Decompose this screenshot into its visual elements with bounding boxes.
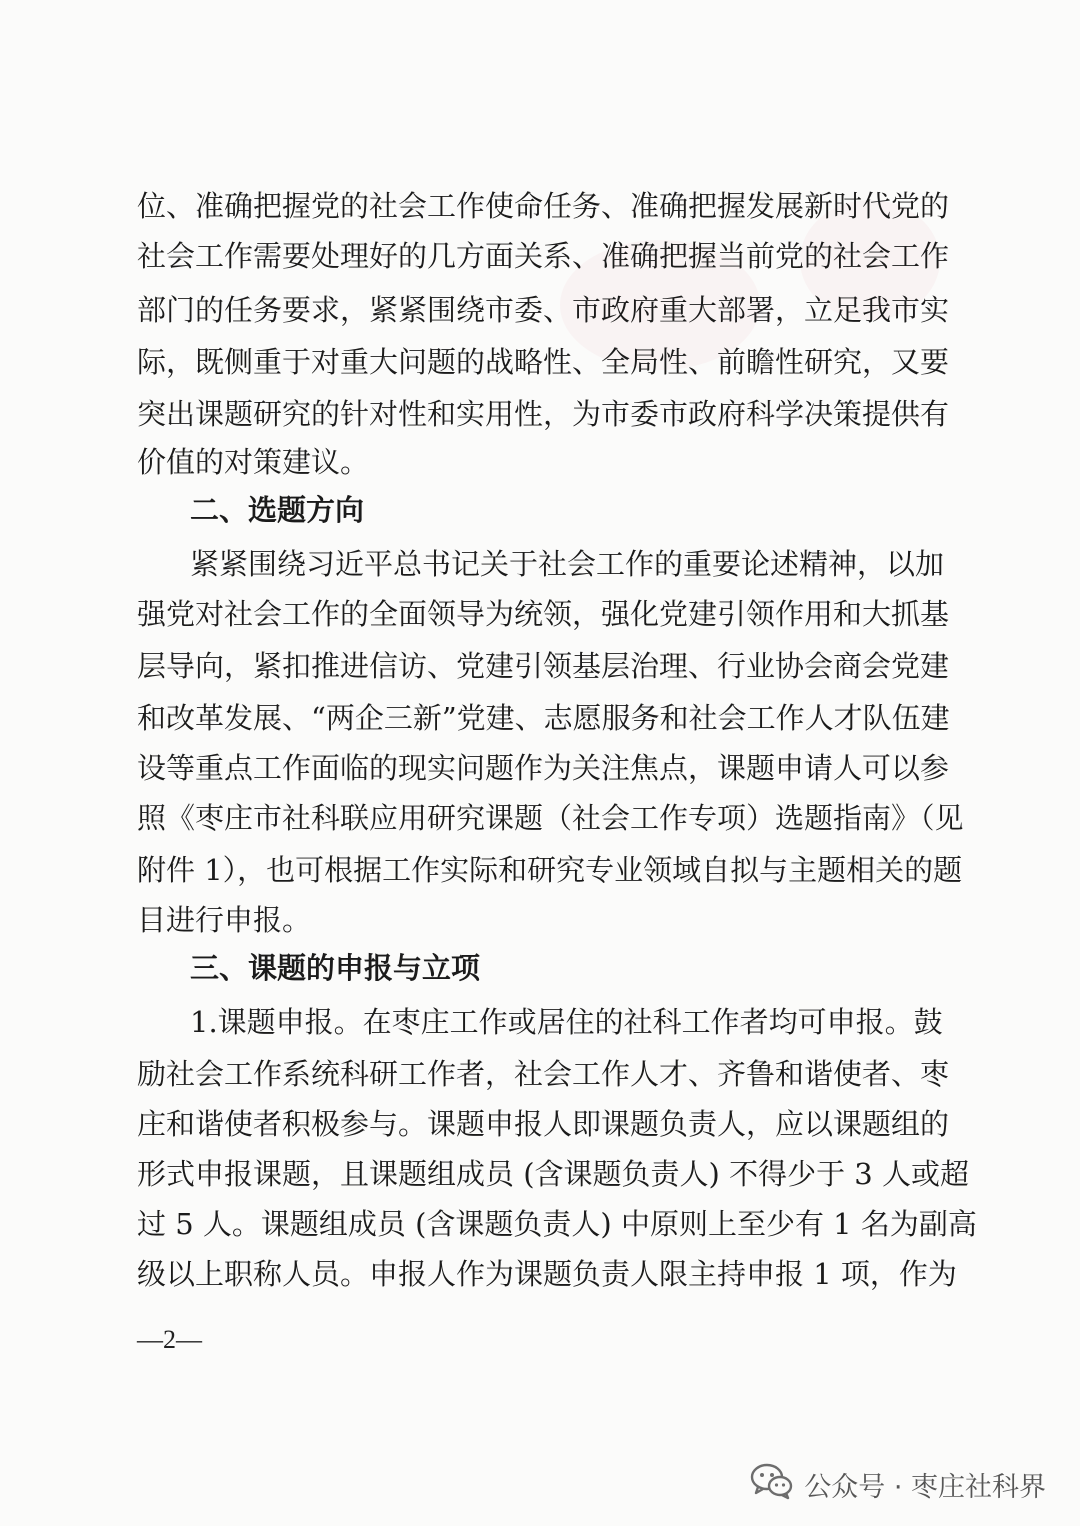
paragraph-line: 层导向，紧扣推进信访、党建引领基层治理、行业协会商会党建: [137, 649, 950, 683]
paragraph-line: 际，既侧重于对重大问题的战略性、全局性、前瞻性研究，又要: [137, 345, 950, 379]
watermark-text: 公众号 · 枣庄社科界: [804, 1472, 1046, 1503]
paragraph-line: 目进行申报。: [137, 903, 312, 937]
paragraph-line: 部门的任务要求，紧紧围绕市委、市政府重大部署，立足我市实: [137, 293, 950, 327]
paragraph-line: 紧紧围绕习近平总书记关于社会工作的重要论述精神，以加: [190, 547, 945, 581]
paragraph-line: 和改革发展、“两企三新”党建、志愿服务和社会工作人才队伍建: [137, 701, 950, 735]
paragraph-line: 励社会工作系统科研工作者，社会工作人才、齐鲁和谐使者、枣: [137, 1057, 950, 1091]
paragraph-line: 庄和谐使者积极参与。课题申报人即课题负责人，应以课题组的: [137, 1107, 950, 1141]
paragraph-line: 过 5 人。课题组成员 (含课题负责人) 中原则上至少有 1 名为副高: [137, 1207, 977, 1241]
paragraph-line: 照《枣庄市社科联应用研究课题（社会工作专项）选题指南》（见: [137, 801, 964, 835]
paragraph-line: 级以上职称人员。申报人作为课题负责人限主持申报 1 项，作为: [137, 1257, 957, 1291]
watermark: [750, 1462, 1046, 1507]
paragraph-line: 形式申报课题，且课题组成员 (含课题负责人) 不得少于 3 人或超: [137, 1157, 969, 1191]
paragraph-line: 突出课题研究的针对性和实用性，为市委市政府科学决策提供有: [137, 397, 950, 431]
paragraph-line: 强党对社会工作的全面领导为统领，强化党建引领作用和大抓基: [137, 597, 950, 631]
paragraph-line: 附件 1），也可根据工作实际和研究专业领域自拟与主题相关的题: [137, 853, 963, 887]
paragraph-line: 设等重点工作面临的现实问题作为关注焦点，课题申请人可以参: [137, 751, 950, 785]
section-heading: 二、选题方向: [190, 493, 365, 527]
wechat-icon: [750, 1462, 794, 1507]
paragraph-line: 社会工作需要处理好的几方面关系、准确把握当前党的社会工作: [137, 239, 950, 273]
paragraph-line: 位、准确把握党的社会工作使命任务、准确把握发展新时代党的: [137, 189, 950, 223]
paragraph-line: 价值的对策建议。: [137, 445, 370, 479]
section-heading: 三、课题的申报与立项: [190, 951, 481, 985]
page-number: —2—: [137, 1325, 202, 1354]
paragraph-line: 1.课题申报。在枣庄工作或居住的社科工作者均可申报。鼓: [190, 1005, 943, 1039]
